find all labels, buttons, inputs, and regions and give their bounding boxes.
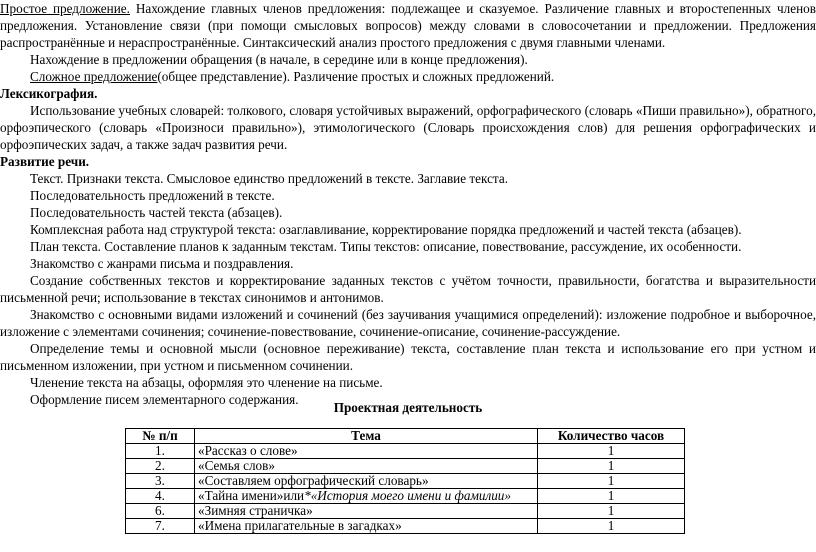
row-topic: «Рассказ о слове»	[195, 444, 538, 459]
paragraph-theme: Определение темы и основной мысли (основное переживание) текста, составление план текста и использование его при устном и письменном изложении, при устном и письменном сочинении.	[0, 341, 816, 373]
paragraph-dictionaries: Использование учебных словарей: толкового, словаря устойчивых выражений, орфографического (словарь «Пиши правильно»), обратного, орфоэпического (словарь «Произноси правильно»), этимологического (Словарь происхождения слов) для решения орфографических и орфоэпических задач, а также задач развития речи.	[0, 103, 816, 152]
row-number: 7.	[126, 519, 195, 534]
table-row	[126, 504, 685, 519]
row-topic: «Имена прилагательные в загадках»	[195, 519, 538, 534]
row-hours: 1	[538, 459, 685, 474]
row-hours: 1	[538, 519, 685, 534]
row-hours: 1	[538, 489, 685, 504]
table-header-row	[126, 429, 685, 444]
paragraph-paragraphs: Членение текста на абзацы, оформляя это членение на письме.	[30, 375, 383, 390]
row-topic: «Составляем орфографический словарь»	[195, 474, 538, 489]
header-hours: Количество часов	[538, 429, 685, 444]
projects-table	[125, 428, 685, 534]
row-hours: 1	[538, 474, 685, 489]
paragraph-text-features: Текст. Признаки текста. Смысловое единство предложений в тексте. Заглавие текста.	[30, 171, 509, 186]
paragraph-complex-sentence	[0, 68, 816, 85]
table-row	[126, 519, 685, 534]
row-topic-part: «Тайна имени»или	[198, 488, 305, 503]
row-topic: «Зимняя страничка»	[195, 504, 538, 519]
paragraph-text-plan: План текста. Составление планов к заданным текстам. Типы текстов: описание, повествование, рассуждение, их особенности.	[30, 239, 742, 254]
term-simple-sentence: Простое предложение.	[0, 1, 130, 16]
table-row	[126, 474, 685, 489]
row-topic: «Семья слов»	[195, 459, 538, 474]
paragraph-expositions: Знакомство с основными видами изложений и сочинений (без заучивания учащимися определений): изложение подробное и выборочное, изложение с элементами сочинения; сочинение-повествование, сочинение-описание, сочинение-рассуждение.	[0, 307, 816, 339]
paragraph-part-order: Последовательность частей текста (абзацев).	[30, 205, 283, 220]
paragraph-letters: Оформление писем элементарного содержания.	[30, 392, 299, 407]
row-topic	[195, 489, 538, 504]
heading-lexicography: Лексикография.	[0, 86, 98, 101]
paragraph-own-texts: Создание собственных текстов и корректирование заданных текстов с учётом точности, правильности, богатства и выразительности письменной речи; использование в текстах синонимов и антонимов.	[0, 273, 816, 305]
paragraph-complex-work: Комплексная работа над структурой текста: озаглавливание, корректирование порядка предложений и частей текста (абзацев).	[30, 222, 742, 237]
heading-speech-development: Развитие речи.	[0, 154, 90, 169]
row-number: 3.	[126, 474, 195, 489]
row-topic-italic: *«История моего имени и фамилии»	[304, 488, 511, 503]
paragraph-letter-genres: Знакомство с жанрами письма и поздравления.	[30, 256, 294, 271]
row-number: 6.	[126, 504, 195, 519]
header-number: № п/п	[126, 429, 195, 444]
term-complex-sentence: Сложное предложение	[30, 69, 158, 84]
header-topic: Тема	[195, 429, 538, 444]
table-row	[126, 489, 685, 504]
row-hours: 1	[538, 504, 685, 519]
section-title: Проектная деятельность	[333, 400, 483, 415]
table-row	[126, 459, 685, 474]
row-number: 1.	[126, 444, 195, 459]
paragraph-sentence-order: Последовательность предложений в тексте.	[30, 188, 275, 203]
row-number: 2.	[126, 459, 195, 474]
paragraph-address: Нахождение в предложении обращения (в начале, в середине или в конце предложения).	[30, 52, 528, 67]
paragraph-simple-sentence	[0, 0, 816, 51]
paragraph-text: Нахождение главных членов предложения: подлежащее и сказуемое. Различение главных и второстепенных членов предложения. Установление связи (при помощи смысловых вопросов) между словами в словосочетании и предложении. Предложения распространённые и нераспространённые. Синтаксический анализ простого предложения с двумя главными членами.	[0, 1, 816, 50]
row-hours: 1	[538, 444, 685, 459]
paragraph-text: (общее представление). Различение простых и сложных предложений.	[157, 69, 555, 84]
table-row	[126, 444, 685, 459]
row-number: 4.	[126, 489, 195, 504]
